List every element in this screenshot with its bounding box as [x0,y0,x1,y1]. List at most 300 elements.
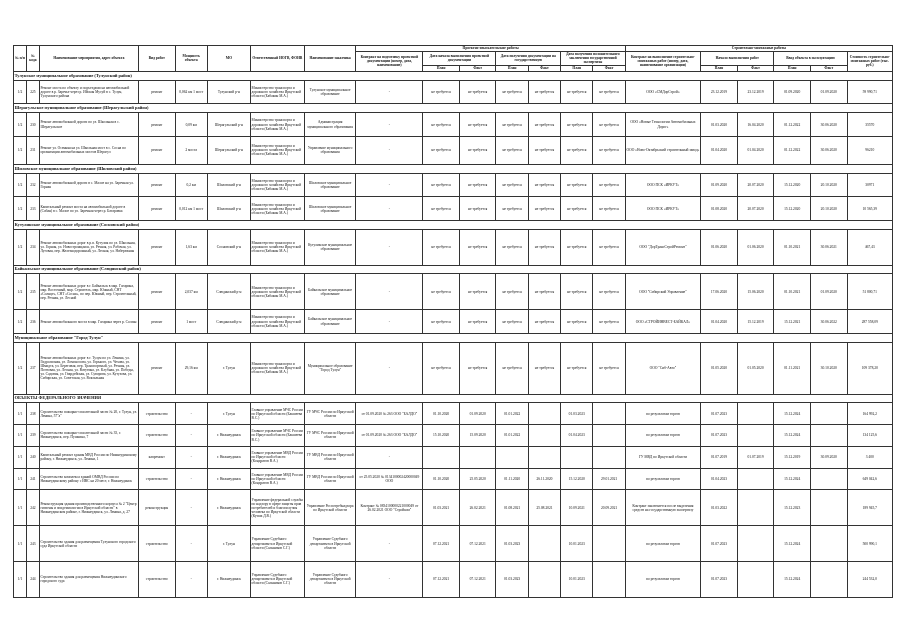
cell-num: 1/2 [14,197,27,221]
cell-pd6: не требуется [593,310,625,334]
col-capacity: Мощность объекта [175,46,207,72]
cell-pc: - [356,173,423,197]
col-fact: Факт [459,65,496,71]
cell-pd2: не требуется [459,229,496,265]
cell-mo: г. Нижнеудинск [207,468,250,490]
cell-pd6: не требуется [593,229,625,265]
col-num: № п/п [14,46,27,72]
table-row [14,310,893,334]
cell-cost: 51 800,71 [847,274,892,310]
cell-s2 [737,403,774,425]
cell-pd2 [459,446,496,468]
cell-pd4: не требуется [528,80,560,104]
col-responsible: Ответственный ИОГВ, ФОИВ [250,46,304,72]
cell-cap: - [175,490,207,526]
cell-mo: г. Нижнеудинск [207,425,250,447]
cell-cap: 29,16 км [175,342,207,394]
cell-pd2: не требуется [459,136,496,164]
cell-num: 1/2 [14,173,27,197]
cell-cap: - [175,403,207,425]
table-row [14,173,893,197]
cell-s3: 15.12.2024 [774,403,811,425]
cell-s1: 01.07.2019 [701,446,738,468]
cell-work: строительство [138,526,175,562]
table-row [14,526,893,562]
cell-pd4 [528,403,560,425]
cell-s2: 01.07.2019 [737,446,774,468]
cell-s1: 01.07.2023 [701,562,738,598]
col-fact: Факт [810,65,847,71]
cell-sc: по результатам торгов [625,425,700,447]
cell-pc: - [356,113,423,137]
cell-cap: - [175,425,207,447]
cell-pd4: не требуется [528,274,560,310]
cell-code: 236 [26,310,39,334]
cell-mo: Шиловский р-н [207,197,250,221]
cell-cust: Байкальское муниципальное образование [304,310,356,334]
objects-table [13,45,893,598]
cell-pd5: не требуется [561,310,593,334]
cell-pd2: 01.09.2020 [459,403,496,425]
cell-s4: 30.06.2021 [810,229,847,265]
cell-pd1 [423,446,460,468]
cell-pd5 [561,446,593,468]
cell-s1: 01.06.2020 [701,229,738,265]
cell-pd1: не требуется [423,113,460,137]
cell-s2: 20.07.2020 [737,173,774,197]
cell-sc: ООО «СМДорСтрой» [625,80,700,104]
cell-pc: - [356,342,423,394]
cell-resp: Министерство транспорта и дорожного хозяйства Иркутской области (Бабакин М.А.) [250,136,304,164]
cell-pc: - [356,80,423,104]
cell-work: ремонт [138,113,175,137]
cell-pd5: не требуется [561,229,593,265]
section-title: Шиловское муниципальное образование (Шиловский район) [14,164,893,173]
cell-pd4: 25.08.2021 [528,490,560,526]
cell-s1: 17.06.2020 [701,274,738,310]
cell-pd1: 15.10.2020 [423,425,460,447]
cell-mo: Шиловский р-н [207,173,250,197]
cell-pd6: не требуется [593,173,625,197]
cell-cost: 96210 [847,136,892,164]
cell-pd3: не требуется [496,113,528,137]
col-fact: Факт [528,65,560,71]
cell-cust: Шиловское муниципальное образование [304,173,356,197]
cell-cust: Шиловское муниципальное образование [304,197,356,221]
cell-pd5: 10.01.2023 [561,562,593,598]
table-row [14,274,893,310]
section-header [14,394,893,403]
cell-pd3: не требуется [496,197,528,221]
cell-pd2: 26.02.2021 [459,490,496,526]
cell-pd3: не требуется [496,342,528,394]
cell-name: Ремонт автомобильных дорог в г. Байкальск в мкр. Гагарина, мкр. Восточный, мкр. Строитель, мкр. Южный, СНТ «Солнце», СНТ «Сосна», по пер. Южный, пер. Строительный, пер. Речная, ул. Лесной [39,274,138,310]
cell-sc: Контракт заключается после выделения средств на государственную экспертизу [625,490,700,526]
cell-cust: Администрация муниципального образования [304,113,356,137]
cell-num: 1/2 [14,80,27,104]
cell-mo: Слюдянский р-н [207,310,250,334]
col-pir-docs: Дата получения документации на государственную [496,51,561,65]
cell-name: Строительство комплекса зданий ОМВД России по Нижнеудинскому району с ИВС на 20 мест, г. Нижнеудинск [39,468,138,490]
col-smr-start: Начало выполнения работ [701,51,774,65]
cell-work: ремонт [138,80,175,104]
cell-pd3 [496,446,528,468]
cell-name: Строительство пожарно-спасательной части № 20, г. Тулун, ул. Ленина, 57"а" [39,403,138,425]
pir-group-header: Проектно-изыскательские работы [356,46,625,52]
cell-num: 1/2 [14,229,27,265]
cell-s1: 23.12.2019 [701,80,738,104]
col-smr-cost: Стоимость строительно-монтажных работ (тыс. руб.) [847,51,892,71]
cell-pd4 [528,446,560,468]
cell-cost: 134 125,6 [847,425,892,447]
cell-num: 1/1 [14,468,27,490]
cell-s2: 15.12.2019 [737,310,774,334]
cell-pd4 [528,562,560,598]
cell-s1: 01.07.2023 [701,526,738,562]
cell-s1: 01.03.2022 [701,490,738,526]
cell-resp: Министерство транспорта и дорожного хозяйства Иркутской области (Бабакин М.А.) [250,173,304,197]
cell-cost: 164 992,2 [847,403,892,425]
cell-resp: Министерство транспорта и дорожного хозяйства Иркутской области (Бабакин М.А.) [250,229,304,265]
cell-pd2: 25.05.2020 [459,468,496,490]
cell-pd6: не требуется [593,197,625,221]
cell-cost: 467,43 [847,229,892,265]
cell-cust: ГУ МВД России по Иркутской области [304,446,356,468]
cell-cost: 59 990,71 [847,80,892,104]
cell-pd4 [528,425,560,447]
cell-cost: 3 400 [847,446,892,468]
cell-work: ремонт [138,229,175,265]
cell-name: Капитальный ремонт моста на автомобильной дороге в (Сабан) в с. Малое по ул. Заречная через р. Батаровка [39,197,138,221]
cell-pd5: 10.01.2023 [561,526,593,562]
col-code: № кода [26,46,39,72]
cell-pc: - [356,229,423,265]
cell-s2 [737,468,774,490]
col-fact: Факт [593,65,625,71]
cell-pc: - [356,562,423,598]
cell-cost: 649 042,6 [847,468,892,490]
cell-name: Реконструкция здания производственного корпуса № 2 "Центр гигиены и эпидемиологии в Иркутской области" в Нижнеудинском районе, г. Нижнеудинск, ул. Ленина, д. 27 [39,490,138,526]
cell-pd6: 29.01.2021 [593,468,625,490]
cell-work: строительство [138,425,175,447]
cell-s4 [810,403,847,425]
cell-name: Ремонт моста по объекту и подъездами на автомобильной дороге в р. Заречье через р. Ийская Мусуй в с. Тулун, Тулунского района [39,80,138,104]
cell-pd6: не требуется [593,342,625,394]
table-row [14,229,893,265]
cell-pd3: 01.03.2023 [496,562,528,598]
cell-s1: 01.07.2023 [701,425,738,447]
table-body [14,71,893,597]
cell-code: 234 [26,229,39,265]
cell-mo: г. Нижнеудинск [207,490,250,526]
cell-pd1: не требуется [423,229,460,265]
section-title: Тулунское муниципальное образование (Тулунский район) [14,71,893,80]
cell-cap: 0,062 км 1 мост [175,80,207,104]
cell-pd1: 01.10.2020 [423,468,460,490]
cell-sc: ГУ МВД по Иркутской области [625,446,700,468]
cell-s4 [810,425,847,447]
cell-pd5: не требуется [561,113,593,137]
cell-s3: 01.11.2021 [774,342,811,394]
cell-code: 241 [26,468,39,490]
col-smr-contract: Контракт на выполнение строительно-монтажных работ (номер, дата, наименование организации) [625,51,700,71]
cell-cost: 244 532,0 [847,562,892,598]
section-header [14,265,893,274]
cell-sc: по результатам торгов [625,526,700,562]
cell-pc: - [356,274,423,310]
section-header [14,71,893,80]
cell-cap: 1 мост [175,310,207,334]
col-customer: Наименование заказчика [304,46,356,72]
smr-group-header: Строительно-монтажные работы [625,46,892,52]
cell-sc: ООО "Сибирский Управление" [625,274,700,310]
cell-pd1: не требуется [423,274,460,310]
cell-s4: 01.09.2020 [810,274,847,310]
cell-s3: 01.09.2020 [774,80,811,104]
cell-resp: Министерство транспорта и дорожного хозяйства Иркутской области (Бабакин М.А.) [250,113,304,137]
cell-pd4: не требуется [528,310,560,334]
cell-pd2: не требуется [459,310,496,334]
cell-s4: 30.09.2020 [810,446,847,468]
cell-sc: ООО "Сиб-Авто" [625,342,700,394]
cell-pd6 [593,446,625,468]
cell-cust: ГУ МВД России по Иркутской области [304,468,356,490]
cell-code: 239 [26,425,39,447]
col-name: Наименование мероприятия, адрес объекта [39,46,138,72]
table-row [14,468,893,490]
cell-pd4: не требуется [528,197,560,221]
cell-s2 [737,526,774,562]
cell-pd6 [593,403,625,425]
cell-s2: 16.04.2020 [737,113,774,137]
cell-pd3: 01.01.2022 [496,403,528,425]
cell-pd2: не требуется [459,173,496,197]
cell-code: 232 [26,173,39,197]
table-row [14,490,893,526]
cell-s2: 23.12.2019 [737,80,774,104]
cell-pd2: не требуется [459,197,496,221]
cell-work: ремонт [138,310,175,334]
cell-pd2: 15.09.2020 [459,425,496,447]
cell-mo: г. Тулун [207,526,250,562]
cell-code: 244 [26,562,39,598]
cell-num: 1/2 [14,113,27,137]
cell-work: ремонт [138,197,175,221]
cell-cost: 30971 [847,173,892,197]
cell-name: Строительство здания для размещения Нижнеудинского городского суда [39,562,138,598]
cell-pd3: 01.01.2022 [496,425,528,447]
cell-s3: 15.12.2024 [774,526,811,562]
table-row [14,403,893,425]
cell-code: 238 [26,403,39,425]
col-work-type: Вид работ [138,46,175,72]
cell-num: 1/2 [14,274,27,310]
document-sheet [13,45,893,598]
section-title: Муниципальное образование "Город Тулун" [14,333,893,342]
col-plan: План [423,65,460,71]
col-fact: Факт [737,65,774,71]
cell-s4: 01.09.2020 [810,80,847,104]
cell-pd6: 20.09.2021 [593,490,625,526]
cell-pd3: не требуется [496,310,528,334]
col-pir-contract: Контракт на подготовку проектной документации (номер, дата, наименование) [356,51,423,71]
cell-s1: 01.05.2020 [701,342,738,394]
cell-sc: ООО «СТРОЙИНВЕСТ-БАЙКАЛ» [625,310,700,334]
cell-code: 225 [26,80,39,104]
cell-code: 235 [26,274,39,310]
cell-cap: 0,012 км 1 мост [175,197,207,221]
cell-name: Строительство здания для размещения Тулунского городского суда Иркутской области [39,526,138,562]
cell-resp: Управление Судебного департамента в Иркутской области (Сальников С.Г.) [250,562,304,598]
cell-s4: 20.10.2020 [810,197,847,221]
cell-pd3: 01.03.2023 [496,526,528,562]
cell-mo: Шерагульский р-н [207,136,250,164]
cell-s3: 15.12.2024 [774,425,811,447]
cell-s4: 20.10.2020 [810,173,847,197]
cell-num: 1/1 [14,403,27,425]
cell-resp: Главное управление МЧС России по Иркутской области (Бакшеева В.С.) [250,425,304,447]
table-row [14,197,893,221]
cell-pd1: 07.12.2021 [423,562,460,598]
cell-sc: по результатам торгов [625,468,700,490]
cell-name: Ремонт ул. Осенняя на ул. Школьная мост в с. Сосна по организации автомобильных мостов Шерагул [39,136,138,164]
cell-pc: - [356,136,423,164]
cell-s4: 30.06.2022 [810,310,847,334]
cell-s3: 15.12.2020 [774,197,811,221]
cell-cap: 0,2 км [175,173,207,197]
table-row [14,446,893,468]
cell-s3: 01.12.2022 [774,113,811,137]
section-header [14,104,893,113]
cell-s4 [810,526,847,562]
cell-pd5: 15.12.2020 [561,468,593,490]
col-plan: План [774,65,811,71]
cell-code: 231 [26,136,39,164]
table-row [14,425,893,447]
cell-pc: от 25.05.2020 № 0134100002420000049 ООО [356,468,423,490]
cell-pd2: не требуется [459,113,496,137]
cell-name: Ремонт автомобильной дороги в с. Малое на ул. Заречная ул. Горная [39,173,138,197]
cell-resp: Министерство транспорта и дорожного хозяйства Иркутской области (Бабакин М.А.) [250,342,304,394]
table-row [14,562,893,598]
cell-s4: 30.06.2020 [810,136,847,164]
cell-pd4: не требуется [528,173,560,197]
cell-cust: Тулунское муниципальное образование [304,80,356,104]
cell-s1: 01.04.2023 [701,468,738,490]
cell-pd2: 07.12.2021 [459,526,496,562]
cell-pd5: не требуется [561,80,593,104]
cell-cap: - [175,526,207,562]
cell-pd3: не требуется [496,229,528,265]
cell-s4 [810,468,847,490]
cell-sc: по результатам торгов [625,562,700,598]
cell-work: строительство [138,403,175,425]
col-pir-start: Дата начала выполнения проектной документации [423,51,496,65]
cell-name: Ремонт автомобильных дорог в г. Тулун по ул. Ленина, ул. Гидролизная, ул. Ломоносова, ул. Горького, ул. Чехова, ул. Шмидта, ул. Береговая, пер. Транспортный, ул. Речная, ул. Почтовая, ул. Лесная, ул. Ватутина, ул. Клубная, ул. Победы, ул. Садовая, ул. Гвардейская, ул. Суворова, ул. Кутузова, ул. Сибирская, ул. Советская, ул. Вокзальная [39,342,138,394]
cell-code: 230 [26,113,39,137]
cell-resp: Управление Судебного департамента в Иркутской области (Сальников С.Г.) [250,526,304,562]
cell-pc: Контракт № 0834100000221000049 от 26.02.2021 ООО "Стройком" [356,490,423,526]
cell-pd5: 01.03.2023 [561,403,593,425]
cell-mo: Сосновский р-н [207,229,250,265]
cell-pd1: не требуется [423,310,460,334]
cell-pd2: не требуется [459,274,496,310]
cell-work: ремонт [138,136,175,164]
cell-num: 1/1 [14,425,27,447]
cell-pd1: не требуется [423,197,460,221]
cell-s1: 01.07.2023 [701,403,738,425]
col-plan: План [701,65,738,71]
cell-resp: Министерство транспорта и дорожного хозяйства Иркутской области (Бабакин М.А.) [250,310,304,334]
cell-code: 233 [26,197,39,221]
cell-num: 1/1 [14,526,27,562]
cell-pd1: не требуется [423,342,460,394]
col-municipality: МО [207,46,250,72]
cell-num: 1/2 [14,342,27,394]
cell-pd4: 26.11.2020 [528,468,560,490]
cell-pd2: 07.12.2021 [459,562,496,598]
cell-s4 [810,562,847,598]
cell-num: 1/2 [14,136,27,164]
cell-cost: 10 565,39 [847,197,892,221]
cell-s4: 30.06.2020 [810,113,847,137]
section-header [14,333,893,342]
cell-pd1: не требуется [423,173,460,197]
cell-num: 1/1 [14,490,27,526]
cell-pd3: не требуется [496,136,528,164]
cell-pc: - [356,310,423,334]
col-pir-approved: Дата получения положительного заключения государственной экспертизы [561,51,626,65]
cell-s2: 01.06.2020 [737,229,774,265]
table-row [14,113,893,137]
cell-s3: 15.12.2019 [774,446,811,468]
cell-sc: ООО ПСК «ИРКУТ» [625,173,700,197]
cell-s2: 01.04.2020 [737,136,774,164]
cell-name: Ремонт автомобильной дороги по ул. Школьная в с. Шерагульское [39,113,138,137]
cell-work: реконструкция [138,490,175,526]
cell-pd6: не требуется [593,113,625,137]
cell-pd6: не требуется [593,274,625,310]
cell-s3: 15.12.2024 [774,468,811,490]
cell-pd5: не требуется [561,173,593,197]
cell-resp: Главное управление МЧС России по Иркутской области (Бакшеева В.С.) [250,403,304,425]
cell-pd5: не требуется [561,342,593,394]
cell-mo: г. Тулун [207,403,250,425]
cell-num: 1/1 [14,562,27,598]
cell-pd2: не требуется [459,80,496,104]
cell-resp: Главное управление МВД России по Иркутской области (Кондратов В.А.) [250,468,304,490]
cell-code: 242 [26,490,39,526]
cell-s3: 01.12.2022 [774,136,811,164]
cell-mo: Тулунский р-н [207,80,250,104]
cell-cap: 2 моста [175,136,207,164]
cell-pc: - [356,526,423,562]
cell-s1: 01.04.2020 [701,136,738,164]
cell-cust: Кутуликское муниципальное образование [304,229,356,265]
cell-s2 [737,425,774,447]
cell-sc: ООО «Новые Технологии Автомобильных Дорог» [625,113,700,137]
cell-cap: 2,037 км [175,274,207,310]
cell-s2: 01.05.2020 [737,342,774,394]
cell-pd6: не требуется [593,136,625,164]
cell-s1: 01.09.2020 [701,173,738,197]
cell-cust: Байкальское муниципальное образование [304,274,356,310]
cell-work: ремонт [138,274,175,310]
cell-s2: 20.07.2020 [737,197,774,221]
cell-name: Ремонт автомобильного моста в мкр. Гагарина через р. Солзан [39,310,138,334]
cell-pd4: не требуется [528,113,560,137]
cell-resp: Министерство транспорта и дорожного хозяйства Иркутской области (Бабакин М.А.) [250,80,304,104]
